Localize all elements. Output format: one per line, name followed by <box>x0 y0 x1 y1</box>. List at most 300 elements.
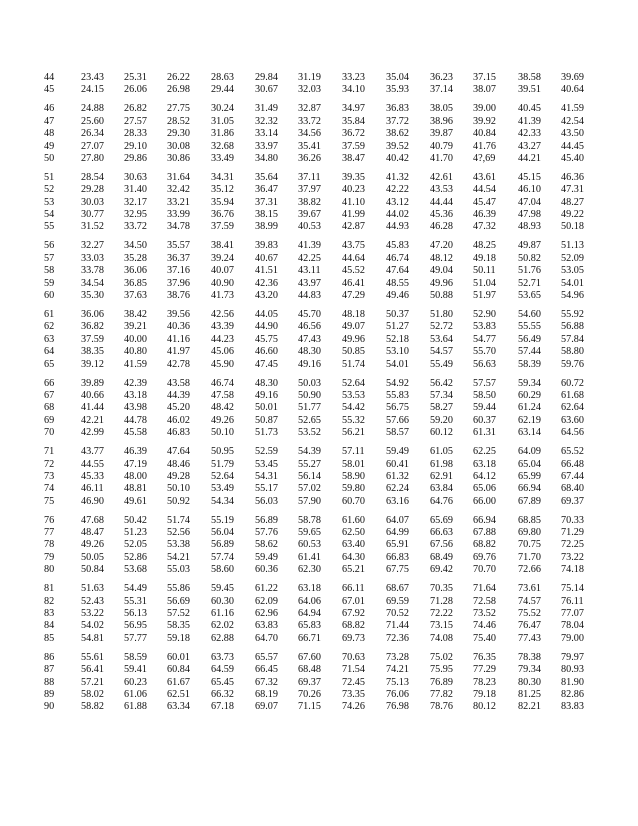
value-cell: 49.26 <box>211 414 234 426</box>
value-cell: 54.31 <box>255 470 278 482</box>
table-row <box>44 483 616 495</box>
row-index-cell: 47 <box>44 115 55 127</box>
value-cell: 48.42 <box>211 402 234 414</box>
value-cell: 79.00 <box>561 632 584 644</box>
value-cell: 61.88 <box>124 701 147 713</box>
value-cell: 55.27 <box>298 458 321 470</box>
value-cell: 29.10 <box>124 140 147 152</box>
row-index-cell: 49 <box>44 140 55 152</box>
value-cell: 62.96 <box>255 607 278 619</box>
value-cell: 51.27 <box>386 321 409 333</box>
value-cell: 76.11 <box>561 595 584 607</box>
value-cell: 56.63 <box>473 358 496 370</box>
value-cell: 43.50 <box>561 128 584 140</box>
value-cell: 50.87 <box>255 414 278 426</box>
value-cell: 45.33 <box>81 470 104 482</box>
value-cell: 41.51 <box>255 265 278 277</box>
value-cell: 66.11 <box>342 583 365 595</box>
value-cell: 25.60 <box>81 115 104 127</box>
value-cell: 77.07 <box>561 607 584 619</box>
row-index-cell: 65 <box>44 358 55 370</box>
value-cell: 70.26 <box>298 688 321 700</box>
row-group <box>44 309 616 371</box>
value-cell: 70.33 <box>561 514 584 526</box>
value-cell: 57.44 <box>518 346 541 358</box>
value-cell: 38.47 <box>342 152 365 164</box>
value-cell: 49.22 <box>561 209 584 221</box>
value-cell: 57.77 <box>124 632 147 644</box>
value-cell: 47.19 <box>124 458 147 470</box>
value-cell: 66.83 <box>386 551 409 563</box>
value-cell: 59.76 <box>561 358 584 370</box>
value-cell: 42.33 <box>518 128 541 140</box>
value-cell: 77.82 <box>430 688 453 700</box>
row-index-cell: 69 <box>44 414 55 426</box>
value-cell: 44.21 <box>518 152 541 164</box>
row-index-cell: 44 <box>44 72 55 83</box>
value-cell: 60.84 <box>167 664 190 676</box>
value-cell: 33.21 <box>167 196 190 208</box>
value-cell: 40.23 <box>342 184 365 196</box>
value-cell: 62.25 <box>473 446 496 458</box>
value-cell: 53.52 <box>298 427 321 439</box>
value-cell: 46.10 <box>518 184 541 196</box>
value-cell: 48.18 <box>342 309 365 321</box>
value-cell: 71.44 <box>386 620 409 632</box>
value-cell: 61.16 <box>211 607 234 619</box>
value-cell: 48.12 <box>430 252 453 264</box>
table-row <box>44 664 616 676</box>
value-cell: 31.40 <box>124 184 147 196</box>
value-cell: 43.98 <box>124 402 147 414</box>
value-cell: 28.63 <box>211 72 234 83</box>
value-cell: 27.57 <box>124 115 147 127</box>
value-cell: 57.74 <box>211 551 234 563</box>
value-cell: 30.08 <box>167 140 190 152</box>
value-cell: 58.82 <box>81 701 104 713</box>
value-cell: 74.46 <box>473 620 496 632</box>
value-cell: 53.22 <box>81 607 104 619</box>
value-cell: 24.15 <box>81 84 104 96</box>
value-cell: 55.86 <box>167 583 190 595</box>
value-cell: 66.00 <box>473 495 496 507</box>
table-row <box>44 221 616 233</box>
value-cell: 35.30 <box>81 290 104 302</box>
value-cell: 48.47 <box>81 527 104 539</box>
value-cell: 42.56 <box>211 309 234 321</box>
value-cell: 42.54 <box>561 115 584 127</box>
value-cell: 39.12 <box>81 358 104 370</box>
value-cell: 44.39 <box>167 389 190 401</box>
row-index-cell: 67 <box>44 389 55 401</box>
value-cell: 68.48 <box>298 664 321 676</box>
value-cell: 33.49 <box>211 152 234 164</box>
value-cell: 41.32 <box>386 171 409 183</box>
value-cell: 68.40 <box>561 483 584 495</box>
value-cell: 73.28 <box>386 651 409 663</box>
value-cell: 38.15 <box>255 209 278 221</box>
value-cell: 66.48 <box>561 458 584 470</box>
value-cell: 60.12 <box>430 427 453 439</box>
value-cell: 39.87 <box>430 128 453 140</box>
value-cell: 38.42 <box>124 309 147 321</box>
row-index-cell: 60 <box>44 290 55 302</box>
value-cell: 64.12 <box>473 470 496 482</box>
value-cell: 65.04 <box>518 458 541 470</box>
value-cell: 79.97 <box>561 651 584 663</box>
value-cell: 41.59 <box>561 103 584 115</box>
value-cell: 33.23 <box>342 72 365 83</box>
value-cell: 30.63 <box>124 171 147 183</box>
value-cell: 39.83 <box>255 240 278 252</box>
value-cell: 75.40 <box>473 632 496 644</box>
value-cell: 38.99 <box>255 221 278 233</box>
row-index-cell: 57 <box>44 252 55 264</box>
value-cell: 65.21 <box>342 564 365 576</box>
value-cell: 41.10 <box>342 196 365 208</box>
value-cell: 66.94 <box>518 483 541 495</box>
value-cell: 69.59 <box>386 595 409 607</box>
value-cell: 62.51 <box>167 688 190 700</box>
value-cell: 41.39 <box>298 240 321 252</box>
value-cell: 31.49 <box>255 103 278 115</box>
value-cell: 65.69 <box>430 514 453 526</box>
value-cell: 80.93 <box>561 664 584 676</box>
table-row <box>44 141 616 153</box>
value-cell: 36.23 <box>430 72 453 83</box>
row-index-cell: 72 <box>44 458 55 470</box>
value-cell: 42.25 <box>298 252 321 264</box>
value-cell: 31.19 <box>298 72 321 83</box>
value-cell: 57.02 <box>298 483 321 495</box>
value-cell: 76.35 <box>473 651 496 663</box>
value-cell: 46.39 <box>473 209 496 221</box>
value-cell: 65.06 <box>473 483 496 495</box>
value-cell: 68.82 <box>342 620 365 632</box>
value-cell: 53.65 <box>518 290 541 302</box>
value-cell: 56.95 <box>124 620 147 632</box>
row-group <box>44 172 616 234</box>
value-cell: 46.90 <box>81 495 104 507</box>
value-cell: 41.59 <box>124 358 147 370</box>
value-cell: 74.18 <box>561 564 584 576</box>
value-cell: 27.75 <box>167 103 190 115</box>
value-cell: 56.89 <box>211 539 234 551</box>
value-cell: 54.34 <box>211 495 234 507</box>
table-row <box>44 378 616 390</box>
value-cell: 65.52 <box>561 446 584 458</box>
value-cell: 55.61 <box>81 651 104 663</box>
row-group <box>44 103 616 165</box>
value-cell: 47.04 <box>518 196 541 208</box>
value-cell: 61.32 <box>386 470 409 482</box>
value-cell: 72.36 <box>386 632 409 644</box>
value-cell: 76.47 <box>518 620 541 632</box>
value-cell: 50.92 <box>167 495 190 507</box>
value-cell: 35.12 <box>211 184 234 196</box>
value-cell: 58.39 <box>518 358 541 370</box>
value-cell: 56.42 <box>430 377 453 389</box>
value-cell: 66.45 <box>255 664 278 676</box>
value-cell: 54.21 <box>167 551 190 563</box>
value-cell: 82.86 <box>561 688 584 700</box>
row-index-cell: 45 <box>44 84 55 96</box>
value-cell: 59.44 <box>473 402 496 414</box>
value-cell: 29.28 <box>81 184 104 196</box>
value-cell: 40.64 <box>561 84 584 96</box>
value-cell: 73.52 <box>473 607 496 619</box>
value-cell: 35.41 <box>298 140 321 152</box>
value-cell: 36.06 <box>124 265 147 277</box>
value-cell: 81.90 <box>561 676 584 688</box>
value-cell: 36.72 <box>342 128 365 140</box>
value-cell: 47.64 <box>167 446 190 458</box>
row-index-cell: 84 <box>44 620 55 632</box>
value-cell: 33.72 <box>124 221 147 233</box>
value-cell: 61.31 <box>473 427 496 439</box>
table-row <box>44 427 616 439</box>
value-cell: 66.63 <box>430 527 453 539</box>
table-row <box>44 390 616 402</box>
value-cell: 52.86 <box>124 551 147 563</box>
value-cell: 60.29 <box>518 389 541 401</box>
value-cell: 76.98 <box>386 701 409 713</box>
value-cell: 42.21 <box>81 414 104 426</box>
value-cell: 79.34 <box>518 664 541 676</box>
value-cell: 54.77 <box>473 333 496 345</box>
row-index-cell: 77 <box>44 527 55 539</box>
value-cell: 37.59 <box>81 333 104 345</box>
value-cell: 68.19 <box>255 688 278 700</box>
row-index-cell: 71 <box>44 446 55 458</box>
value-cell: 44.83 <box>298 290 321 302</box>
value-cell: 57.52 <box>167 607 190 619</box>
value-cell: 63.18 <box>473 458 496 470</box>
value-cell: 50.10 <box>167 483 190 495</box>
value-cell: 73.61 <box>518 583 541 595</box>
row-group <box>44 72 616 97</box>
value-cell: 61.98 <box>430 458 453 470</box>
value-cell: 53.10 <box>386 346 409 358</box>
value-cell: 32.42 <box>167 184 190 196</box>
value-cell: 70.52 <box>386 607 409 619</box>
value-cell: 65.45 <box>211 676 234 688</box>
value-cell: 34.78 <box>167 221 190 233</box>
value-cell: 76.06 <box>386 688 409 700</box>
value-cell: 50.42 <box>124 514 147 526</box>
value-cell: 42.99 <box>81 427 104 439</box>
value-cell: 43.39 <box>211 321 234 333</box>
value-cell: 32.27 <box>81 240 104 252</box>
value-cell: 49.04 <box>430 265 453 277</box>
table-row <box>44 620 616 632</box>
value-cell: 38.62 <box>386 128 409 140</box>
value-cell: 26.98 <box>167 84 190 96</box>
value-cell: 57.90 <box>298 495 321 507</box>
value-cell: 66.71 <box>298 632 321 644</box>
value-cell: 52.43 <box>81 595 104 607</box>
row-index-cell: 76 <box>44 514 55 526</box>
value-cell: 43.75 <box>342 240 365 252</box>
value-cell: 43.18 <box>124 389 147 401</box>
value-cell: 51.73 <box>255 427 278 439</box>
value-cell: 47.43 <box>298 333 321 345</box>
row-index-cell: 89 <box>44 688 55 700</box>
table-row <box>44 290 616 302</box>
value-cell: 50.01 <box>255 402 278 414</box>
value-cell: 44.93 <box>386 221 409 233</box>
value-cell: 44.64 <box>342 252 365 264</box>
value-cell: 42.78 <box>167 358 190 370</box>
value-cell: 61.05 <box>430 446 453 458</box>
table-row <box>44 402 616 414</box>
value-cell: 52.65 <box>298 414 321 426</box>
value-cell: 40.00 <box>124 333 147 345</box>
value-cell: 74.26 <box>342 701 365 713</box>
value-cell: 48.27 <box>561 196 584 208</box>
value-cell: 46.41 <box>342 277 365 289</box>
value-cell: 71.28 <box>430 595 453 607</box>
value-cell: 55.03 <box>167 564 190 576</box>
value-cell: 63.16 <box>386 495 409 507</box>
value-cell: 57.76 <box>255 527 278 539</box>
value-cell: 34.10 <box>342 84 365 96</box>
row-group <box>44 583 616 645</box>
value-cell: 39.92 <box>473 115 496 127</box>
value-cell: 53.05 <box>561 265 584 277</box>
value-cell: 61.68 <box>561 389 584 401</box>
row-group <box>44 446 616 508</box>
value-cell: 31.86 <box>211 128 234 140</box>
value-cell: 45.52 <box>342 265 365 277</box>
value-cell: 38.82 <box>298 196 321 208</box>
value-cell: 55.19 <box>211 514 234 526</box>
value-cell: 46.60 <box>255 346 278 358</box>
value-cell: 39.00 <box>473 103 496 115</box>
value-cell: 28.33 <box>124 128 147 140</box>
value-cell: 43.61 <box>473 171 496 183</box>
value-cell: 64.99 <box>386 527 409 539</box>
value-cell: 32.95 <box>124 209 147 221</box>
value-cell: 74.57 <box>518 595 541 607</box>
value-cell: 58.59 <box>124 651 147 663</box>
value-cell: 52.18 <box>386 333 409 345</box>
value-cell: 75.95 <box>430 664 453 676</box>
value-cell: 70.70 <box>473 564 496 576</box>
value-cell: 40.66 <box>81 389 104 401</box>
value-cell: 52.09 <box>561 252 584 264</box>
table-row <box>44 701 616 713</box>
table-row <box>44 633 616 645</box>
row-index-cell: 88 <box>44 676 55 688</box>
row-index-cell: 85 <box>44 632 55 644</box>
value-cell: 50.82 <box>518 252 541 264</box>
value-cell: 40.80 <box>124 346 147 358</box>
value-cell: 48.30 <box>298 346 321 358</box>
value-cell: 58.57 <box>386 427 409 439</box>
value-cell: 67.89 <box>518 495 541 507</box>
value-cell: 64.94 <box>298 607 321 619</box>
value-cell: 63.40 <box>342 539 365 551</box>
value-cell: 66.94 <box>473 514 496 526</box>
value-cell: 32.68 <box>211 140 234 152</box>
value-cell: 56.41 <box>81 664 104 676</box>
value-cell: 43.12 <box>386 196 409 208</box>
table-row <box>44 128 616 140</box>
value-cell: 53.49 <box>211 483 234 495</box>
row-index-cell: 64 <box>44 346 55 358</box>
value-cell: 57.66 <box>386 414 409 426</box>
value-cell: 40.90 <box>211 277 234 289</box>
row-index-cell: 83 <box>44 607 55 619</box>
value-cell: 40.36 <box>167 321 190 333</box>
row-index-cell: 78 <box>44 539 55 551</box>
value-cell: 39.52 <box>386 140 409 152</box>
row-index-cell: 81 <box>44 583 55 595</box>
value-cell: 67.75 <box>386 564 409 576</box>
value-cell: 70.75 <box>518 539 541 551</box>
value-cell: 44.05 <box>255 309 278 321</box>
value-cell: 56.75 <box>386 402 409 414</box>
value-cell: 54.01 <box>386 358 409 370</box>
value-cell: 49.61 <box>124 495 147 507</box>
value-cell: 69.76 <box>473 551 496 563</box>
value-cell: 47.68 <box>81 514 104 526</box>
value-cell: 39.67 <box>298 209 321 221</box>
value-cell: 28.52 <box>167 115 190 127</box>
value-cell: 52.05 <box>124 539 147 551</box>
value-cell: 68.85 <box>518 514 541 526</box>
value-cell: 57.11 <box>342 446 365 458</box>
value-cell: 49.96 <box>430 277 453 289</box>
value-cell: 57.84 <box>561 333 584 345</box>
value-cell: 46.39 <box>124 446 147 458</box>
value-cell: 52.90 <box>473 309 496 321</box>
value-cell: 75.14 <box>561 583 584 595</box>
table-row <box>44 321 616 333</box>
value-cell: 54.81 <box>81 632 104 644</box>
value-cell: 61.60 <box>342 514 365 526</box>
value-cell: 51.97 <box>473 290 496 302</box>
value-cell: 45.75 <box>255 333 278 345</box>
value-cell: 59.65 <box>298 527 321 539</box>
value-cell: 41.44 <box>81 402 104 414</box>
value-cell: 60.36 <box>255 564 278 576</box>
value-cell: 40.84 <box>473 128 496 140</box>
value-cell: 47.98 <box>518 209 541 221</box>
value-cell: 41.39 <box>518 115 541 127</box>
table-row <box>44 515 616 527</box>
row-index-cell: 52 <box>44 184 55 196</box>
value-cell: 40.07 <box>211 265 234 277</box>
value-cell: 37.11 <box>298 171 321 183</box>
value-cell: 54.39 <box>298 446 321 458</box>
value-cell: 43.97 <box>298 277 321 289</box>
value-cell: 42.22 <box>386 184 409 196</box>
value-cell: 55.92 <box>561 309 584 321</box>
statistical-table <box>44 72 616 720</box>
value-cell: 29.44 <box>211 84 234 96</box>
value-cell: 58.80 <box>561 346 584 358</box>
value-cell: 44.90 <box>255 321 278 333</box>
value-cell: 82.21 <box>518 701 541 713</box>
value-cell: 48.25 <box>473 240 496 252</box>
value-cell: 59.49 <box>255 551 278 563</box>
value-cell: 23.43 <box>81 72 104 83</box>
value-cell: 55.32 <box>342 414 365 426</box>
value-cell: 37.31 <box>255 196 278 208</box>
value-cell: 36.06 <box>81 309 104 321</box>
